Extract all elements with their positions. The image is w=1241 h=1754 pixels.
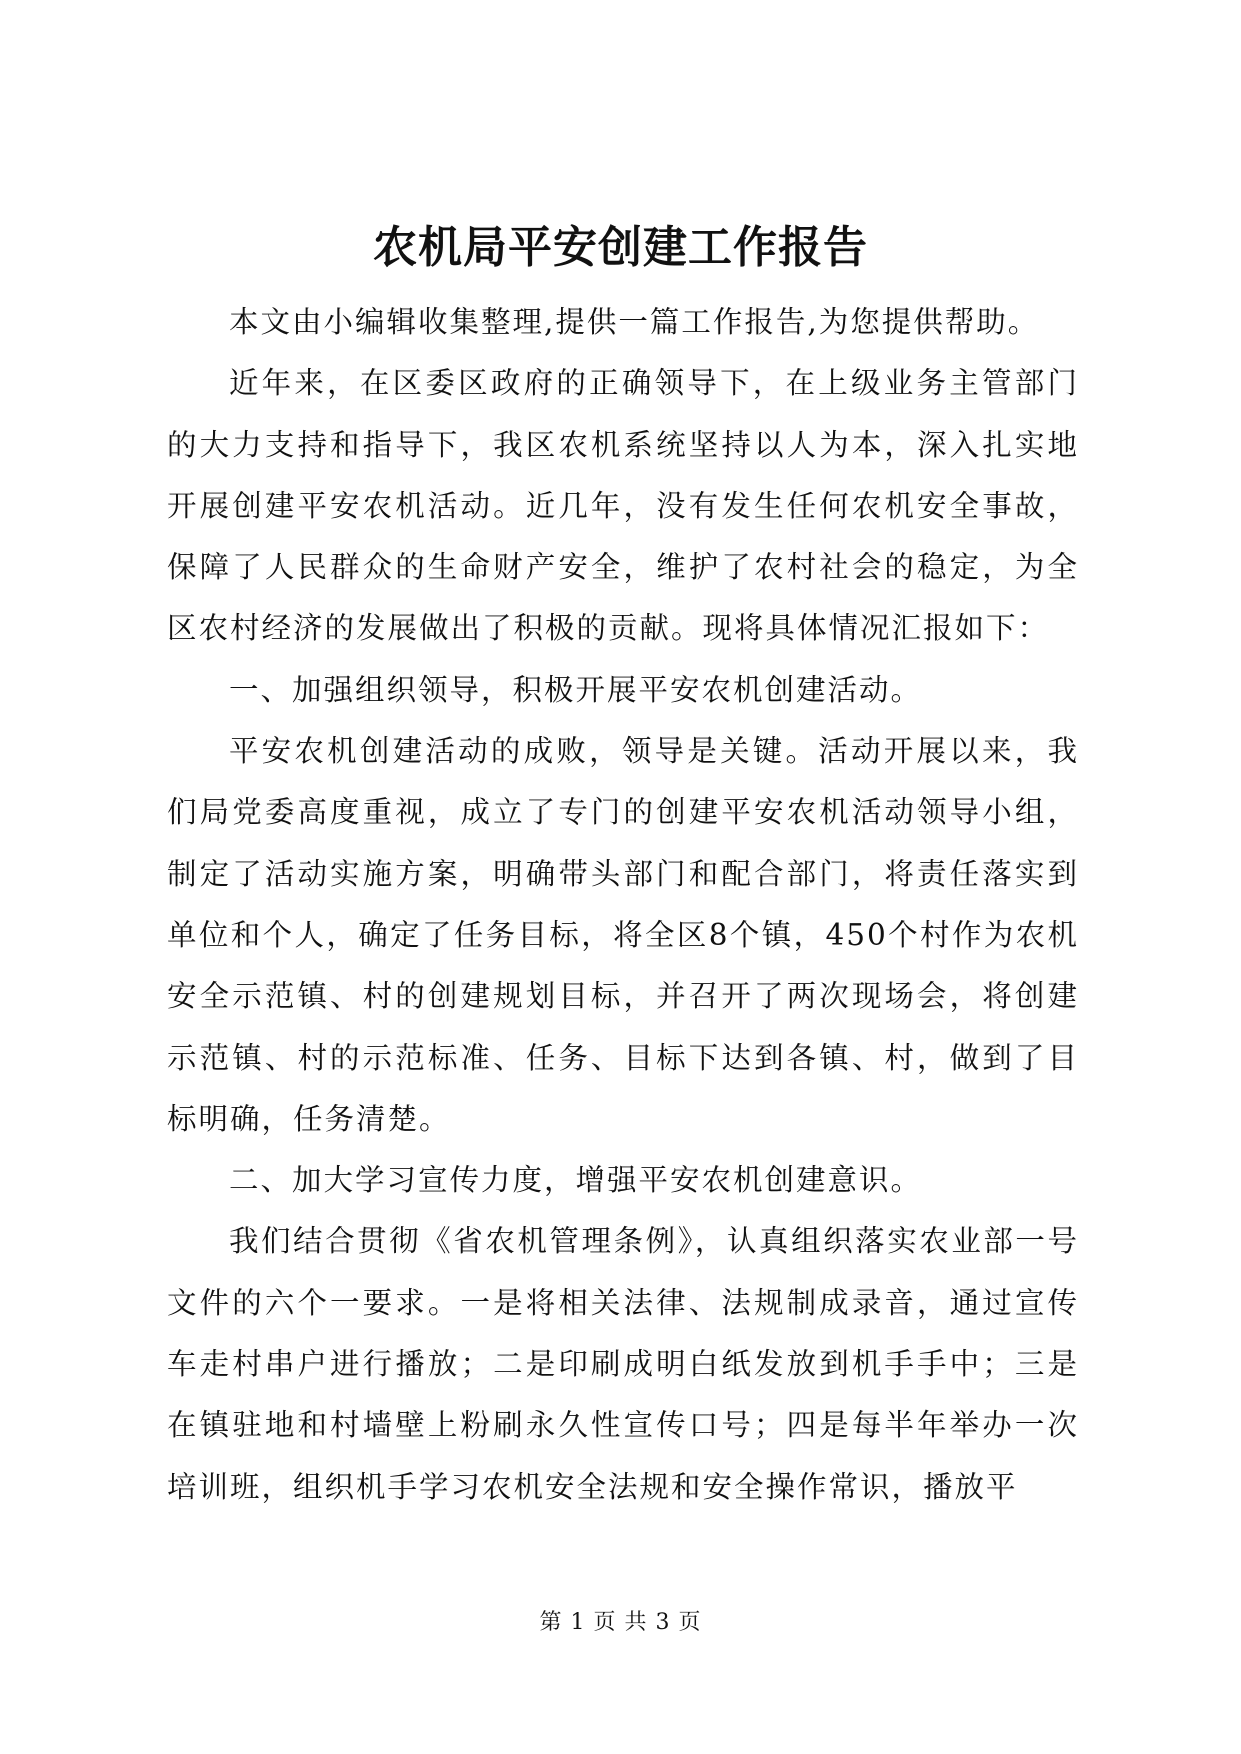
paragraph-section-2: 我们结合贯彻《省农机管理条例》，认真组织落实农业部一号文件的六个一要求。一是将相关法律、法规制成录音，通过宣传车走村串户进行播放；二是印刷成明白纸发放到机手手中；三是在镇驻地和村墙壁上粉刷永久性宣传口号；四是每半年举办一次培训班，组织机手学习农机安全法规和安全操作常识，播放平 [167,1224,1079,1504]
document-title: 农机局平安创建工作报告 [373,222,868,273]
section-heading-1: 一、加强组织领导，积极开展平安农机创建活动。 [228,672,922,707]
paragraph-section-1: 平安农机创建活动的成败，领导是关键。活动开展以来，我们局党委高度重视，成立了专门的创建平安农机活动领导小组，制定了活动实施方案，明确带头部门和配合部门，将责任落实到单位和个人，确定了任务目标，将全区8个镇，450个村作为农机安全示范镇、村的创建规划目标，并召开了两次现场会，将创建示范镇、村的示范标准、任务、目标下达到各镇、村，做到了目标明确，任务清楚。 [167,734,1079,1136]
paragraph-intro: 本文由小编辑收集整理,提供一篇工作报告,为您提供帮助。 [228,305,1040,339]
paragraph-overview: 近年来，在区委区政府的正确领导下，在上级业务主管部门的大力支持和指导下，我区农机系统坚持以人为本，深入扎实地开展创建平安农机活动。近几年，没有发生任何农机安全事故，保障了人民群众的生命财产安全，维护了农村社会的稳定，为全区农村经济的发展做出了积极的贡献。现将具体情况汇报如下： [167,366,1079,646]
document-body [167,292,1079,1518]
section-heading-2: 二、加大学习宣传力度，增强平安农机创建意识。 [228,1163,922,1198]
page-footer: 第 1 页 共 3 页 [539,1610,702,1635]
